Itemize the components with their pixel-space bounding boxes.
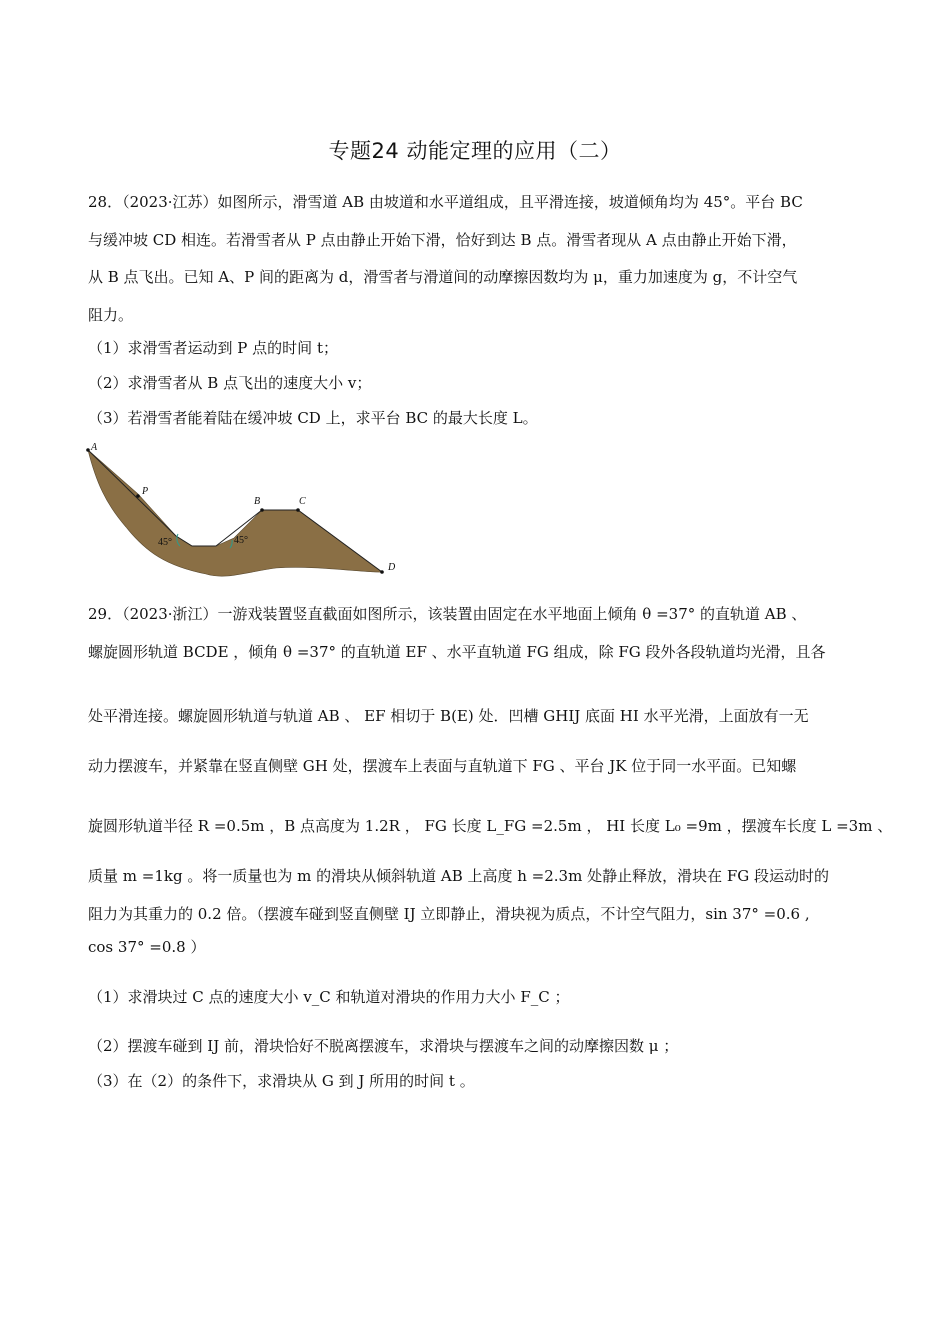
label-angle-left: 45° [158,537,172,548]
q28-line-1: 28．（2023·江苏）如图所示，滑雪道 AB 由坡道和水平道组成，且平滑连接，坡道倾角均为 45°。平台 BC [88,193,803,211]
point-d [380,570,384,574]
point-a [86,448,90,452]
q29-line-7: 阻力为其重力的 0.2 倍。（摆渡车碰到竖直侧壁 IJ 立即静止，滑块视为质点，不计空气阻力，sin 37° =0.6 , [88,905,810,923]
q28-line-4: 阻力。 [88,306,134,324]
label-a: A [91,442,98,453]
q29-sub-3: （3）在（2）的条件下，求滑块从 G 到 J 所用的时间 t 。 [88,1072,475,1090]
point-p [136,494,140,498]
point-b [260,508,264,512]
q28-sub-1: （1）求滑雪者运动到 P 点的时间 t； [88,339,338,357]
q29-line-3: 处平滑连接。螺旋圆形轨道与轨道 AB 、 EF 相切于 B(E) 处．凹槽 GHIJ 底面 HI 水平光滑，上面放有一无 [88,707,809,725]
label-c: C [299,496,306,507]
q29-sub-1: （1）求滑块过 C 点的速度大小 v_C 和轨道对滑块的作用力大小 F_C ； [88,988,570,1006]
q29-line-5: 旋圆形轨道半径 R =0.5m ，B 点高度为 1.2R ， FG 长度 L_FG =2.5m ， HI 长度 L₀ =9m ，摆渡车长度 L =3m 、 [88,817,893,835]
q28-line-2: 与缓冲坡 CD 相连。若滑雪者从 P 点由静止开始下滑，恰好到达 B 点。滑雪者现从 A 点由静止开始下滑， [88,231,797,249]
terrain-shape [88,450,382,576]
point-c [296,508,300,512]
q29-line-4: 动力摆渡车，并紧靠在竖直侧壁 GH 处，摆渡车上表面与直轨道下 FG 、平台 JK 位于同一水平面。已知螺 [88,757,797,775]
q29-sub-2: （2）摆渡车碰到 IJ 前，滑块恰好不脱离摆渡车，求滑块与摆渡车之间的动摩擦因数 μ ； [88,1037,679,1055]
q28-sub-3: （3）若滑雪者能着陆在缓冲坡 CD 上，求平台 BC 的最大长度 L。 [88,409,538,427]
q28-line-3: 从 B 点飞出。已知 A、P 间的距离为 d，滑雪者与滑道间的动摩擦因数均为 μ，重力加速度为 g，不计空气 [88,268,798,286]
label-d: D [388,562,396,573]
label-angle-right: 45° [234,535,248,546]
q29-line-8: cos 37° =0.8 ） [88,938,206,956]
q29-line-6: 质量 m =1kg 。将一质量也为 m 的滑块从倾斜轨道 AB 上高度 h =2.3m 处静止释放，滑块在 FG 段运动时的 [88,867,830,885]
q28-sub-2: （2）求滑雪者从 B 点飞出的速度大小 v； [88,374,372,392]
ski-slope-figure [86,442,396,582]
label-p: P [142,486,149,497]
label-b: B [254,496,261,507]
page-title: 专题24 动能定理的应用（二） [328,139,622,163]
q29-line-2: 螺旋圆形轨道 BCDE ，倾角 θ =37° 的直轨道 EF 、水平直轨道 FG 组成，除 FG 段外各段轨道均光滑，且各 [88,643,826,661]
q29-line-1: 29．（2023·浙江）一游戏装置竖直截面如图所示，该装置由固定在水平地面上倾角 θ =37° 的直轨道 AB 、 [88,605,807,623]
